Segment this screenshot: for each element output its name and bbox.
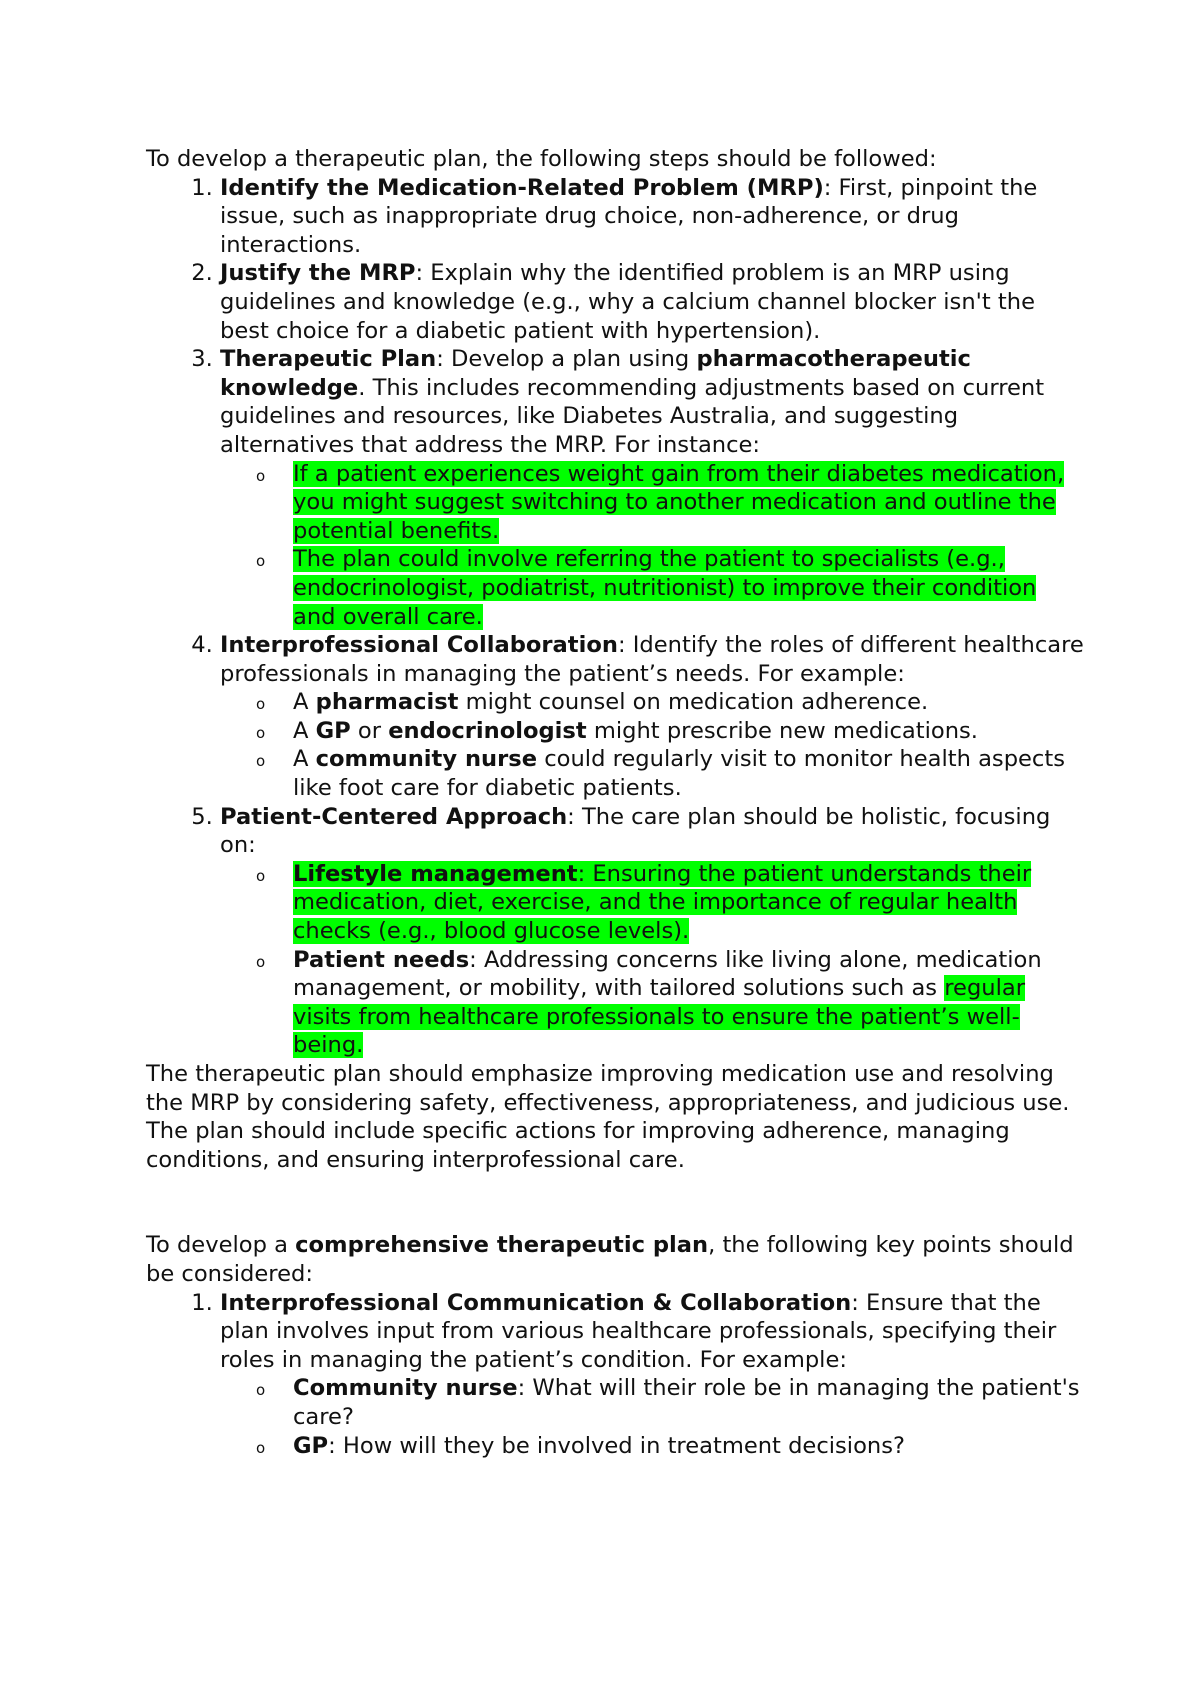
bullet-text: A — [293, 717, 316, 744]
bullet-text: could regularly visit to monitor health aspects like foot care for diabetic patients. — [293, 746, 1065, 802]
intro-bold: comprehensive therapeutic plan — [295, 1232, 709, 1259]
section1-closing: The therapeutic plan should emphasize improving medication use and resolving the MRP by considering safety, effectiveness, appropriateness, and judicious use. The plan should include specific actions for improving adherence, managing conditions, and ensuring interprofessional care. — [146, 1061, 1070, 1173]
step-4-text: : Identify the roles of different healthcare professionals in managing the patient’s needs. For example: — [220, 632, 1084, 687]
section2-step-1 — [220, 1289, 1086, 1461]
bullet-text: : Ensuring the patient understands their medication, diet, exercise, and the importance of regular health checks (e.g., blood glucose levels). — [293, 860, 1032, 945]
step-3 — [220, 345, 1086, 631]
step-3-title: Therapeutic Plan — [220, 346, 437, 373]
highlighted-text: The plan could involve referring the patient to specialists (e.g., endocrinologist, podiatrist, nutritionist) to improve their condition and overall care. — [293, 546, 1037, 630]
bullet-icon: o — [256, 466, 266, 485]
section1-steps-list — [146, 174, 1086, 1060]
bullet-text: might prescribe new medications. — [586, 717, 978, 744]
bullet-icon: o — [256, 866, 266, 885]
bullet-bold: Patient needs — [293, 946, 470, 973]
step-2 — [220, 259, 1086, 345]
step-1-text: : First, pinpoint the issue, such as inappropriate drug choice, non-adherence, or drug interactions. — [220, 174, 1038, 258]
bullet-bold: endocrinologist — [388, 717, 587, 744]
step-4-bullets — [220, 688, 1086, 802]
bullet-text: : How will they be involved in treatment decisions? — [328, 1432, 905, 1459]
list-item — [256, 460, 1086, 546]
step-2-title: Justify the MRP — [220, 260, 416, 287]
section1-intro: To develop a therapeutic plan, the following steps should be followed: — [146, 146, 937, 172]
document-page — [146, 145, 1086, 1460]
step-2-text: : Explain why the identified problem is an MRP using guidelines and knowledge (e.g., why a calcium channel blocker isn't the best choice for a diabetic patient with hypertension). — [220, 260, 1035, 344]
list-item — [256, 717, 1086, 746]
bullet-text: A — [293, 746, 316, 773]
list-item — [256, 946, 1086, 1060]
section2-intro — [146, 1231, 1086, 1288]
step-1 — [220, 174, 1086, 260]
intro-text: To develop a — [146, 1232, 296, 1259]
list-item — [256, 1374, 1086, 1431]
highlighted-text: If a patient experiences weight gain from their diabetes medication, you might suggest switching to another medication and outline the potential benefits. — [293, 460, 1065, 544]
list-item — [256, 688, 1086, 717]
step-1-title: Identify the Medication-Related Problem (MRP) — [220, 174, 824, 201]
list-item — [256, 545, 1086, 631]
step-4-title: Interprofessional Collaboration — [220, 632, 618, 659]
list-item — [256, 745, 1086, 802]
bullet-bold: GP — [315, 717, 351, 744]
bullet-icon: o — [256, 752, 266, 771]
list-item — [256, 1432, 1086, 1461]
step-3-bold-b: pharmacotherapeutic knowledge — [220, 346, 971, 401]
bullet-bold: Lifestyle management — [293, 860, 578, 887]
bullet-text: A — [293, 689, 316, 716]
bullet-icon: o — [256, 952, 266, 971]
list-item — [256, 860, 1086, 946]
bullet-icon: o — [256, 723, 266, 742]
step-3-bullets — [220, 460, 1086, 632]
step-5-title: Patient-Centered Approach — [220, 803, 568, 830]
section2-steps-list — [146, 1289, 1086, 1461]
step-5 — [220, 803, 1086, 1060]
section2-step-1-title: Interprofessional Communication & Collaboration — [220, 1289, 852, 1316]
step-3-text-c: . This includes recommending adjustments based on current guidelines and resources, like Diabetes Australia, and suggesting alternatives that address the MRP. For instance: — [220, 374, 1045, 458]
bullet-bold: GP — [293, 1432, 329, 1459]
bullet-icon: o — [256, 695, 266, 714]
highlighted-text: regular visits from healthcare professionals to ensure the patient’s well-being. — [293, 975, 1026, 1059]
bullet-bold: Community nurse — [293, 1375, 518, 1402]
intro-text: , the following key points should be considered: — [146, 1232, 1074, 1287]
section-spacer — [146, 1174, 1086, 1231]
highlighted-text — [293, 861, 1031, 944]
step-5-bullets — [220, 860, 1086, 1060]
bullet-icon: o — [256, 1438, 266, 1457]
bullet-text: or — [350, 717, 389, 744]
section2-step-1-text: : Ensure that the plan involves input from various healthcare professionals, specifying their roles in managing the patient’s condition. For example: — [220, 1289, 1057, 1373]
bullet-icon: o — [256, 1381, 266, 1400]
bullet-bold: pharmacist — [315, 689, 459, 716]
step-5-text: : The care plan should be holistic, focusing on: — [220, 803, 1051, 859]
bullet-bold: community nurse — [315, 746, 538, 773]
step-3-text-a: : Develop a plan using — [436, 346, 697, 373]
bullet-text: might counsel on medication adherence. — [458, 689, 929, 716]
step-4 — [220, 631, 1086, 803]
bullet-text: : What will their role be in managing the patient's care? — [293, 1375, 1080, 1430]
bullet-icon: o — [256, 552, 266, 571]
section2-step-1-bullets — [220, 1374, 1086, 1460]
bullet-text: : Addressing concerns like living alone, medication management, or mobility, with tailored solutions such as — [293, 946, 1042, 1002]
